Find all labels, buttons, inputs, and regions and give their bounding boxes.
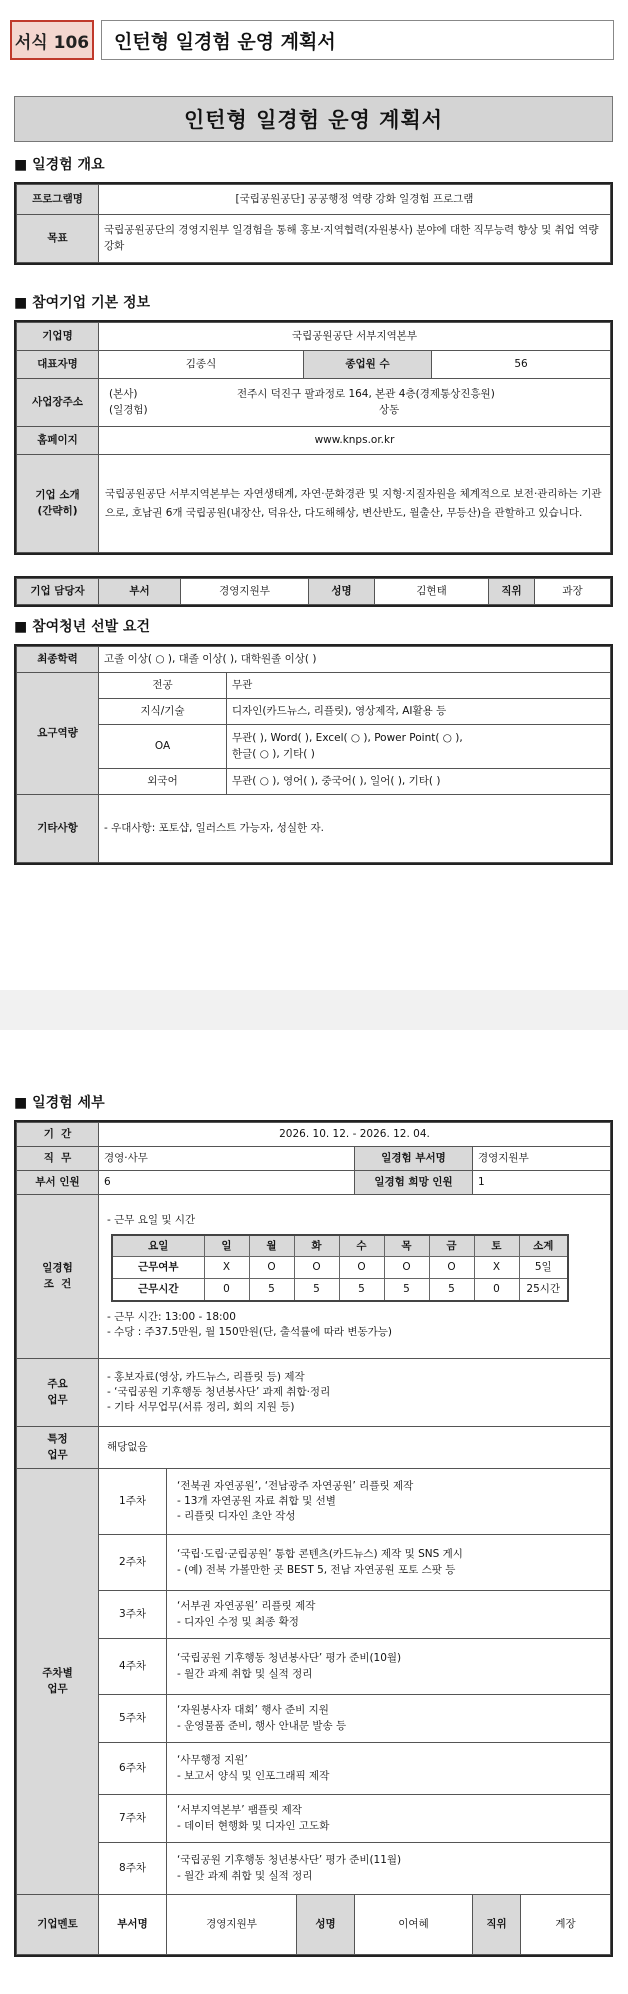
- section-heading-company: ■ 참여기업 기본 정보: [14, 292, 150, 312]
- section-heading-detail: ■ 일경험 세부: [14, 1092, 105, 1112]
- week-description-line: ‘국립·도립·군립공원’ 통합 콘텐츠(카드뉴스) 제작 및 SNS 게시: [177, 1548, 463, 1561]
- week-number: 2주차: [99, 1535, 167, 1591]
- schedule-hours-cell: 25시간: [519, 1279, 568, 1301]
- week-description: [167, 1535, 611, 1591]
- schedule-hours-cell: 5: [339, 1279, 384, 1301]
- section-heading-youth: ■ 참여청년 선발 요건: [14, 616, 150, 636]
- detail-table: [14, 1120, 613, 1957]
- main-duty-value: [99, 1359, 611, 1427]
- week-description-line: - 월간 과제 취합 및 실적 정리: [177, 1869, 313, 1882]
- main-duty-label-line2: 업무: [47, 1393, 68, 1406]
- schedule-header-cell: 토: [474, 1235, 519, 1257]
- week-description: [167, 1639, 611, 1695]
- intro-value: 국립공원공단 서부지역본부는 자연생태계, 자연·문화경관 및 지형·지질자원을 체계적으로 보전·관리하는 기관으로, 호남권 6개 국립공원(내장산, 덕유산, 다도해해상, 변산반도, 월출산, 무등산)을 관할하고 있습니다.: [99, 455, 611, 553]
- language-value: 무관( ○ ), 영어( ), 중국어( ), 일어( ), 기타( ): [227, 769, 611, 795]
- week-number: 7주차: [99, 1795, 167, 1843]
- schedule-header-cell: 월: [249, 1235, 294, 1257]
- hq-tag: (본사): [109, 388, 138, 401]
- weekly-duty-label-line1: 주차별: [42, 1667, 73, 1680]
- manager-position-value: 과장: [535, 579, 611, 605]
- week-description-line: ‘서부권 자연공원’ 리플릿 제작: [177, 1600, 316, 1613]
- main-duty-item: - ‘국립공원 기후행동 청년봉사단’ 과제 취합·정리: [107, 1385, 331, 1398]
- company-name-label: 기업명: [17, 323, 99, 351]
- major-label: 전공: [99, 673, 227, 699]
- week-number: 5주차: [99, 1695, 167, 1743]
- mentor-label: 기업멘토: [17, 1895, 99, 1955]
- homepage-label: 홈페이지: [17, 427, 99, 455]
- manager-dept-label: 부서: [99, 579, 181, 605]
- schedule-hours-cell: 5: [249, 1279, 294, 1301]
- employees-value: 56: [432, 351, 611, 379]
- manager-position-label: 직위: [489, 579, 535, 605]
- week-description-line: - 리플릿 디자인 초안 작성: [177, 1510, 296, 1523]
- period-label: 기 간: [17, 1123, 99, 1147]
- form-number-badge: [10, 20, 94, 60]
- weekly-row: [17, 1743, 611, 1795]
- schedule-hours-row: [112, 1279, 568, 1301]
- schedule-work-cell: O: [339, 1257, 384, 1279]
- schedule-header-cell: 목: [384, 1235, 429, 1257]
- week-description-line: - 보고서 양식 및 인포그래픽 제작: [177, 1769, 330, 1782]
- schedule-header-cell: 금: [429, 1235, 474, 1257]
- document-title-box: [14, 96, 613, 142]
- main-duty-item: - 홍보자료(영상, 카드뉴스, 리플릿 등) 제작: [107, 1370, 305, 1383]
- manager-name-label: 성명: [309, 579, 375, 605]
- weekly-row: [17, 1795, 611, 1843]
- etc-label: 기타사항: [17, 795, 99, 863]
- language-label: 외국어: [99, 769, 227, 795]
- section-heading-overview: ■ 일경험 개요: [14, 154, 105, 174]
- condition-label-line2: 조 건: [43, 1277, 72, 1290]
- special-duty-label-line2: 업무: [47, 1448, 68, 1461]
- schedule-work-cell: X: [204, 1257, 249, 1279]
- schedule-work-row: [112, 1257, 568, 1279]
- weekly-row: [17, 1469, 611, 1535]
- week-description-line: - 데이터 현행화 및 디자인 고도화: [177, 1819, 330, 1832]
- manager-label: 기업 담당자: [17, 579, 99, 605]
- schedule-work-cell: 5일: [519, 1257, 568, 1279]
- form-header-title: 인턴형 일경험 운영 계획서: [114, 30, 336, 53]
- week-description: [167, 1469, 611, 1535]
- education-label: 최종학력: [17, 647, 99, 673]
- schedule-work-cell: O: [294, 1257, 339, 1279]
- condition-label-line1: 일경험: [42, 1262, 73, 1275]
- company-table: [14, 320, 613, 555]
- weekly-row: [17, 1591, 611, 1639]
- intro-label-line2: (간략히): [37, 504, 78, 517]
- week-description: [167, 1843, 611, 1895]
- schedule-header-row: [112, 1235, 568, 1257]
- special-duty-label-line1: 특정: [47, 1433, 68, 1446]
- week-description-line: ‘서부지역본부’ 팸플릿 제작: [177, 1804, 302, 1817]
- schedule-work-cell: X: [474, 1257, 519, 1279]
- period-value: 2026. 10. 12. - 2026. 12. 04.: [99, 1123, 611, 1147]
- week-number: 1주차: [99, 1469, 167, 1535]
- schedule-header-cell: 수: [339, 1235, 384, 1257]
- week-number: 3주차: [99, 1591, 167, 1639]
- week-description-line: ‘국립공원 기후행동 청년봉사단’ 평가 준비(11월): [177, 1854, 402, 1867]
- main-duty-label: [17, 1359, 99, 1427]
- form-header-title-box: [101, 20, 614, 60]
- goal-label: 목표: [17, 215, 99, 263]
- schedule-hours-cell: 0: [204, 1279, 249, 1301]
- skill-label: 지식/기술: [99, 699, 227, 725]
- staff-label: 부서 인원: [17, 1171, 99, 1195]
- weekly-duty-label-line2: 업무: [47, 1682, 68, 1695]
- schedule-header-cell: 요일: [112, 1235, 204, 1257]
- week-number: 6주차: [99, 1743, 167, 1795]
- special-duty-value: 해당없음: [99, 1427, 611, 1469]
- schedule-hours-cell: 근무시간: [112, 1279, 204, 1301]
- manager-dept-value: 경영지원부: [181, 579, 309, 605]
- major-value: 무관: [227, 673, 611, 699]
- site-address: 상동: [379, 403, 400, 416]
- oa-value: [227, 725, 611, 769]
- mentor-name-value: 이여혜: [355, 1895, 473, 1955]
- week-description: [167, 1743, 611, 1795]
- exp-dept-value: 경영지원부: [473, 1147, 611, 1171]
- want-label: 일경험 희망 인원: [355, 1171, 473, 1195]
- schedule-work-cell: 근무여부: [112, 1257, 204, 1279]
- homepage-value: www.knps.or.kr: [99, 427, 611, 455]
- staff-value: 6: [99, 1171, 355, 1195]
- oa-line2: 한글( ○ ), 기타( ): [232, 747, 315, 760]
- weekly-row: [17, 1535, 611, 1591]
- overview-table: [14, 182, 613, 265]
- mentor-position-label: 직위: [473, 1895, 521, 1955]
- week-number: 8주차: [99, 1843, 167, 1895]
- oa-label: OA: [99, 725, 227, 769]
- schedule-table: [111, 1234, 569, 1302]
- weekly-duties: [17, 1469, 611, 1895]
- week-description: [167, 1795, 611, 1843]
- program-name-value: [국립공원공단] 공공행정 역량 강화 일경험 프로그램: [99, 185, 611, 215]
- main-duty-label-line1: 주요: [47, 1378, 68, 1391]
- mentor-dept-value: 경영지원부: [167, 1895, 297, 1955]
- form-number-text: 서식 106: [14, 32, 90, 53]
- document-title: 인턴형 일경험 운영 계획서: [183, 108, 444, 132]
- competency-label: 요구역량: [17, 673, 99, 795]
- week-description-line: ‘전북권 자연공원’, ‘전남광주 자연공원’ 리플릿 제작: [177, 1479, 414, 1492]
- weekly-duty-label: [17, 1469, 99, 1895]
- address-label: 사업장주소: [17, 379, 99, 427]
- schedule-header-cell: 일: [204, 1235, 249, 1257]
- skill-value: 디자인(카드뉴스, 리플릿), 영상제작, AI활용 등: [227, 699, 611, 725]
- condition-pay: - 수당 : 주37.5만원, 월 150만원(단, 출석률에 따라 변동가능): [107, 1326, 393, 1339]
- week-description-line: - 월간 과제 취합 및 실적 정리: [177, 1667, 313, 1680]
- main-duty-item: - 기타 서무업무(서류 정리, 회의 지원 등): [107, 1401, 295, 1414]
- site-tag: (일경험): [109, 403, 148, 416]
- special-duty-label: [17, 1427, 99, 1469]
- week-description-line: - 13개 자연공원 자료 취합 및 선별: [177, 1494, 336, 1507]
- week-description-line: ‘자원봉사자 대회’ 행사 준비 지원: [177, 1704, 329, 1717]
- schedule-header-cell: 화: [294, 1235, 339, 1257]
- ceo-label: 대표자명: [17, 351, 99, 379]
- week-description-line: - (예) 전북 가볼만한 곳 BEST 5, 전남 자연공원 포토 스팟 등: [177, 1563, 456, 1576]
- schedule-header-cell: 소계: [519, 1235, 568, 1257]
- exp-dept-label: 일경험 부서명: [355, 1147, 473, 1171]
- mentor-position-value: 계장: [521, 1895, 611, 1955]
- weekly-row: [17, 1843, 611, 1895]
- form-header: [10, 20, 614, 60]
- condition-label: [17, 1195, 99, 1359]
- mentor-dept-label: 부서명: [99, 1895, 167, 1955]
- week-description-line: ‘국립공원 기후행동 청년봉사단’ 평가 준비(10월): [177, 1652, 402, 1665]
- youth-table: [14, 644, 613, 865]
- company-name-value: 국립공원공단 서부지역본부: [99, 323, 611, 351]
- schedule-work-cell: O: [429, 1257, 474, 1279]
- duty-label: 직 무: [17, 1147, 99, 1171]
- week-description-line: ‘사무행정 지원’: [177, 1754, 248, 1767]
- mentor-name-label: 성명: [297, 1895, 355, 1955]
- schedule-work-cell: O: [249, 1257, 294, 1279]
- want-value: 1: [473, 1171, 611, 1195]
- week-description: [167, 1695, 611, 1743]
- page-break: [0, 990, 628, 1030]
- etc-value: - 우대사항: 포토샵, 일러스트 가능자, 성실한 자.: [99, 795, 611, 863]
- schedule-work-cell: O: [384, 1257, 429, 1279]
- schedule-hours-cell: 0: [474, 1279, 519, 1301]
- condition-intro: - 근무 요일 및 시간: [107, 1213, 196, 1226]
- manager-table: [14, 576, 613, 607]
- schedule-hours-cell: 5: [294, 1279, 339, 1301]
- weekly-row: [17, 1639, 611, 1695]
- education-value: 고졸 이상( ○ ), 대졸 이상( ), 대학원졸 이상( ): [99, 647, 611, 673]
- weekly-row: [17, 1695, 611, 1743]
- schedule-hours-cell: 5: [429, 1279, 474, 1301]
- schedule-hours-cell: 5: [384, 1279, 429, 1301]
- duty-value: 경영·사무: [99, 1147, 355, 1171]
- intro-label: [17, 455, 99, 553]
- condition-time: - 근무 시간: 13:00 - 18:00: [107, 1310, 236, 1323]
- goal-value: 국립공원공단의 경영지원부 일경험을 통해 홍보·지역협력(자원봉사) 분야에 대한 직무능력 향상 및 취업 역량 강화: [99, 215, 611, 263]
- ceo-value: 김종식: [99, 351, 304, 379]
- manager-name-value: 김현태: [375, 579, 489, 605]
- employees-label: 종업원 수: [304, 351, 432, 379]
- intro-label-line1: 기업 소개: [35, 489, 80, 502]
- condition-value: [99, 1195, 611, 1359]
- week-description: [167, 1591, 611, 1639]
- program-name-label: 프로그램명: [17, 185, 99, 215]
- week-description-line: - 운영물품 준비, 행사 안내문 발송 등: [177, 1719, 347, 1732]
- hq-address: 전주시 덕진구 팔과정로 164, 본관 4층(경제통상진흥원): [237, 388, 495, 401]
- address-value: [99, 379, 611, 427]
- oa-line1: 무관( ), Word( ), Excel( ○ ), Power Point( ○ ),: [232, 732, 463, 745]
- week-description-line: - 디자인 수정 및 최종 확정: [177, 1615, 299, 1628]
- week-number: 4주차: [99, 1639, 167, 1695]
